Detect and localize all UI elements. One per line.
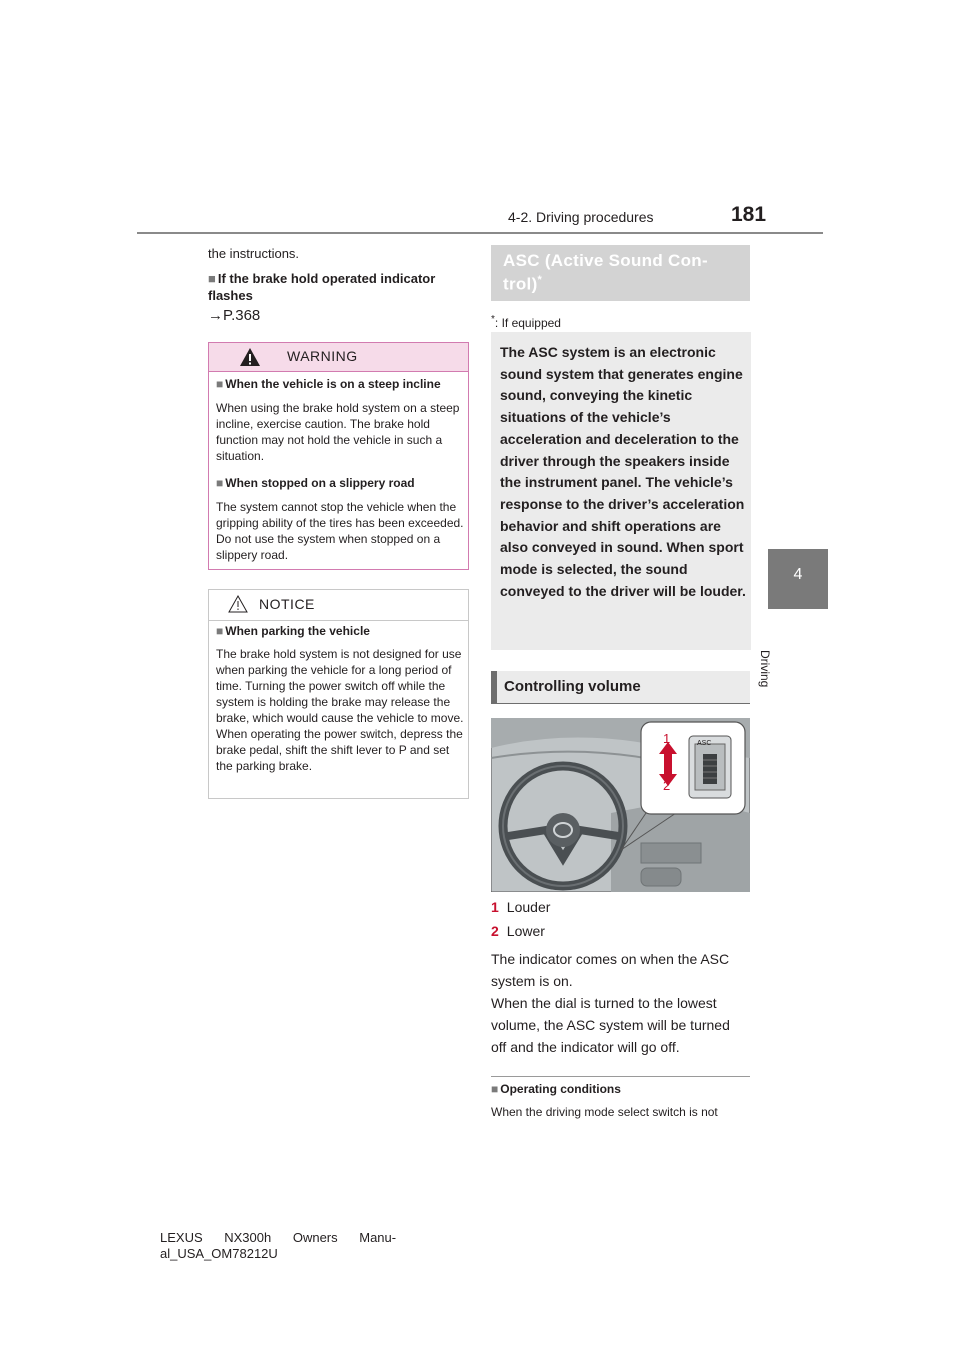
section-divider — [491, 1076, 750, 1077]
list-item-louder: 1 Louder — [491, 899, 551, 915]
heading-text: If the brake hold operated indicator flashes — [208, 271, 436, 303]
switch-label: ASC — [697, 740, 712, 747]
notice-heading-parking: ■ When parking the vehicle — [216, 624, 370, 638]
section-title: 4-2. Driving procedures — [508, 209, 654, 225]
operating-conditions-text: When the driving mode select switch is not — [491, 1105, 718, 1119]
figure-label-1: 1 — [663, 731, 671, 746]
document-footer — [160, 1230, 396, 1262]
controlling-volume-title: Controlling volume — [504, 678, 641, 695]
asc-summary-text: The ASC system is an electronic sound system that generates engine sound, conveying the kinetic situations of the vehicle’s acceleration and deceleration to the driver through the speakers inside the instrument panel. The vehicle’s response to the driver’s acceleration behavior and shift operations are also conveyed in sound. When sport mode is selected, the sound conveyed to the driver will be louder. — [500, 344, 746, 599]
asc-summary-box — [491, 332, 751, 650]
heading-accent-bar — [491, 671, 497, 704]
heading-brake-hold-flashes — [208, 270, 458, 304]
header-divider — [137, 232, 823, 234]
warning-box — [208, 342, 469, 570]
warning-text-incline: When using the brake hold system on a steep incline, exercise caution. The brake hold function may not hold the vehicle in such a situation. — [216, 401, 460, 463]
warning-icon — [239, 347, 261, 367]
warning-title: WARNING — [287, 348, 358, 364]
asc-section-heading — [491, 245, 750, 301]
asc-heading-line1: ASC (Active Sound Con- — [503, 251, 708, 270]
footnote-equipped: *: If equipped — [491, 314, 561, 330]
page-reference-link[interactable]: →P.368 — [208, 307, 261, 324]
footer-line1: LEXUS NX300h Owners Manu- — [160, 1230, 397, 1245]
figure-label-2: 2 — [663, 778, 671, 793]
indicator-paragraph: The indicator comes on when the ASC system is on. — [491, 951, 730, 989]
notice-header — [209, 590, 468, 621]
chapter-label: Driving — [758, 650, 772, 688]
warning-heading-incline: ■ When the vehicle is on a steep incline — [216, 377, 441, 391]
list-item-lower: 2 Lower — [491, 923, 545, 939]
dial-paragraph: When the dial is turned to the lowest volume, the ASC system will be turned off and the indicator will go off. — [491, 995, 730, 1055]
warning-header — [209, 343, 468, 372]
page-number: 181 — [731, 203, 767, 226]
footer-line2: al_USA_OM78212U — [160, 1246, 278, 1261]
notice-box — [208, 589, 469, 799]
heading-underline — [491, 703, 750, 704]
intro-text: the instructions. — [208, 246, 300, 261]
chapter-label-wrap — [758, 622, 830, 688]
chapter-number: 4 — [793, 566, 803, 583]
operating-conditions-heading: ■ Operating conditions — [491, 1082, 621, 1096]
asc-heading-line2: trol)* — [503, 274, 543, 294]
warning-heading-slippery: ■ When stopped on a slippery road — [216, 476, 415, 490]
notice-text-parking: The brake hold system is not designed for use when parking the vehicle for a long period of time. Turning the power switch off while the system is holding the brake may release the brake, which would cause the vehicle to move. When operating the power switch, depress the brake pedal, shift the shift lever to P and set the parking brake. — [216, 647, 464, 773]
square-bullet-icon: ■ — [208, 271, 216, 286]
notice-title: NOTICE — [259, 596, 315, 612]
notice-icon — [227, 594, 249, 614]
warning-text-slippery: The system cannot stop the vehicle when the gripping ability of the tires has been exceeded. Do not use the system when stopped on a slippery road. — [216, 500, 464, 562]
